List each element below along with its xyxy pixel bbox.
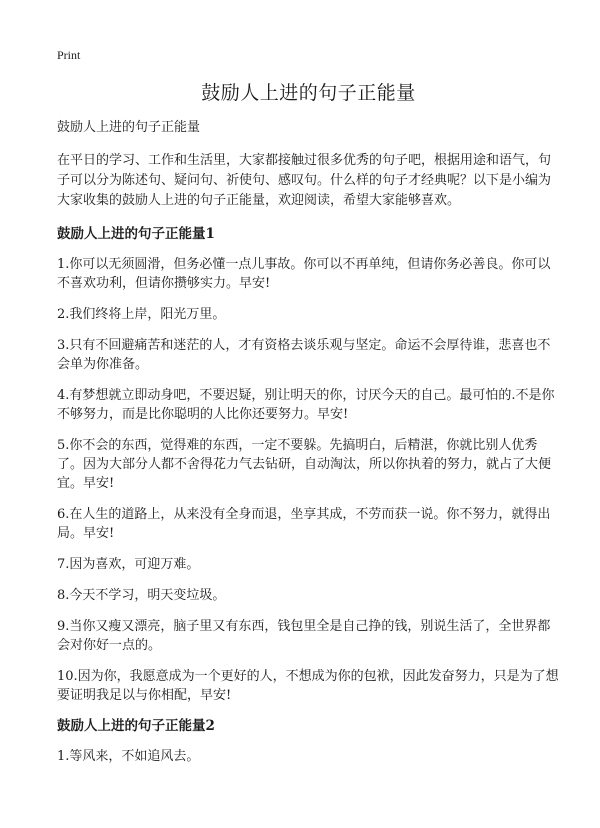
section-heading: 鼓励人上进的句子正能量2 [57, 718, 215, 734]
list-item: 3.只有不回避痛苦和迷茫的人，才有资格去谈乐观与坚定。命运不会厚待谁，悲喜也不会单为你准备。 [57, 338, 551, 372]
list-item: 4.有梦想就立即动身吧，不要迟疑，别让明天的你，讨厌今天的自己。最可怕的.不是你不够努力，而是比你聪明的人比你还要努力。早安! [57, 388, 555, 422]
list-item: 7.因为喜欢，可迎万难。 [57, 557, 200, 572]
print-link[interactable]: Print [57, 48, 81, 62]
list-item: 6.在人生的道路上，从来没有全身而退，坐享其成，不劳而获一说。你不努力，就得出局。早安! [57, 507, 551, 541]
list-item: 10.因为你，我愿意成为一个更好的人，不想成为你的包袱，因此发奋努力，只是为了想要证明我足以与你相配，早安! [57, 669, 559, 703]
section-heading: 鼓励人上进的句子正能量1 [57, 226, 215, 242]
article-body [57, 119, 560, 778]
list-item: 2.我们终将上岸，阳光万里。 [57, 307, 226, 322]
article-subtitle: 鼓励人上进的句子正能量 [57, 120, 201, 135]
list-item: 5.你不会的东西，觉得难的东西，一定不要躲。先搞明白，后精湛，你就比别人优秀了。因为大部分人都不舍得花力气去钻研，自动淘汰，所以你执着的努力，就占了大便宜。早安! [57, 438, 552, 491]
list-item: 1.等风来，不如追风去。 [57, 749, 200, 764]
section-2 [57, 717, 560, 766]
list-item: 1.你可以无须圆滑，但务必懂一点儿事故。你可以不再单纯，但请你务必善良。你可以不喜欢功利，但请你攒够实力。早安! [57, 257, 551, 291]
list-item: 9.当你又瘦又漂亮，脑子里又有东西，钱包里全是自己挣的钱，别说生活了，全世界都会对你好一点的。 [57, 619, 551, 653]
intro-paragraph: 在平日的学习、工作和生活里，大家都接触过很多优秀的句子吧，根据用途和语气，句子可以分为陈述句、疑问句、祈使句、感叹句。什么样的句子才经典呢？以下是小编为大家收集的鼓励人上进的句子正能量，欢迎阅读，希望大家能够喜欢。 [57, 153, 552, 208]
list-item: 8.今天不学习，明天变垃圾。 [57, 588, 226, 603]
section-1 [57, 225, 560, 705]
page-title: 鼓励人上进的句子正能量 [201, 82, 416, 104]
